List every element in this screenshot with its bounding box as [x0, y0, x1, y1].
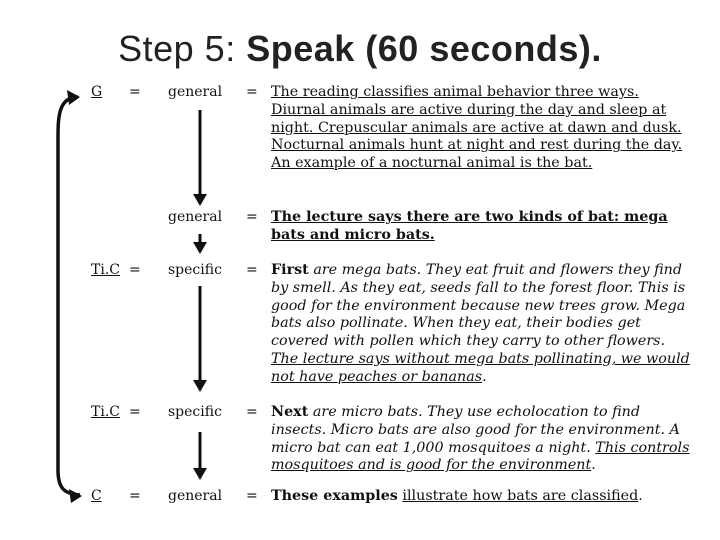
row4-text: Next are micro bats. They use echolocation to find insects. Micro bats are also good for the environment. A micro bat can eat 1,000 mosquitoes a night. This controls mosquitoes and is good for the environment. [271, 404, 690, 474]
row4-body: are micro bats. They use echolocation to find insects. Micro bats are also good for the environment. A micro bat can eat 1,000 mosquitoes a night. [271, 404, 680, 456]
row4-eq2: = [246, 404, 258, 420]
row1-code: G [91, 84, 103, 100]
row1-eq1: = [129, 84, 141, 100]
row2-text: The lecture says there are two kinds of bat: mega bats and micro bats. [271, 209, 668, 243]
row3-lead: First [271, 262, 309, 278]
loop-arrow-head-bottom [69, 489, 82, 503]
row2-eq2: = [246, 209, 258, 225]
row4-eq1: = [129, 404, 141, 420]
down-arrow-1 [193, 194, 207, 206]
row5-eq1: = [129, 488, 141, 504]
title-prefix: Step 5: [118, 28, 247, 69]
down-arrow-3 [193, 380, 207, 392]
loop-arrow-line [58, 97, 80, 495]
down-arrow-2 [193, 242, 207, 254]
row4-code: Ti.C [91, 404, 120, 420]
row1-text: The reading classifies animal behavior three ways. Diurnal animals are active during the day and sleep at night. Crepuscular animals are active at dawn and dusk. Nocturnal animals hunt at night and rest during the day. An example of a nocturnal animal is the bat. [271, 84, 683, 172]
row3-type: specific [168, 262, 222, 278]
loop-arrow-head-top [67, 90, 80, 105]
row4-type: specific [168, 404, 222, 420]
row4-tail: This controls mosquitoes and is good for the environment [271, 439, 690, 474]
title-main: Speak (60 seconds). [246, 28, 602, 69]
row5-code: C [91, 488, 102, 504]
row1-eq2: = [246, 84, 258, 100]
row3-text: First are mega bats. They eat fruit and flowers they find by smell. As they eat, seeds fall to the forest floor. This is good for the environment because new trees grow. Mega bats also pollinate. When they eat, their bodies get covered with pollen which they carry to other flowers. The lecture says without mega bats pollinating, we would not have peaches or bananas. [271, 262, 690, 385]
row5-lead: These examples [271, 488, 398, 504]
row1-type: general [168, 84, 223, 100]
row5-text: These examples illustrate how bats are classified. [271, 488, 643, 504]
row3-body: are mega bats. They eat fruit and flowers they find by smell. As they eat, seeds fall to the forest floor. This is good for the environment because new trees grow. Mega bats also pollinate. When they eat, their bodies get covered with pollen which they carry to other flowers. [271, 262, 686, 350]
row4-lead: Next [271, 404, 309, 420]
down-arrow-4 [193, 468, 207, 480]
row3-eq2: = [246, 262, 258, 278]
row5-type: general [168, 488, 223, 504]
row2-type: general [168, 209, 223, 225]
row3-eq1: = [129, 262, 141, 278]
row5-eq2: = [246, 488, 258, 504]
row3-tail: The lecture says without mega bats pollinating, we would not have peaches or bananas [271, 350, 690, 385]
row3-code: Ti.C [91, 262, 120, 278]
row5-tail: illustrate how bats are classified [402, 488, 639, 504]
